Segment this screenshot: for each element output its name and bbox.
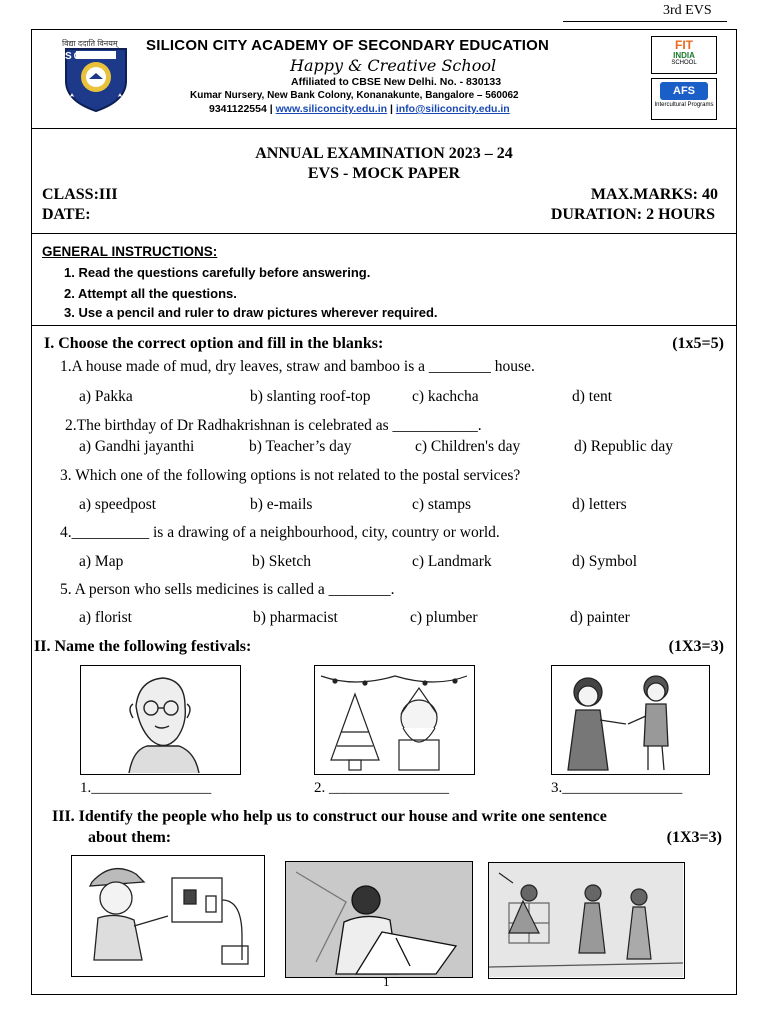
option: d) painter <box>570 609 630 626</box>
section1-heading: I. Choose the correct option and fill in the blanks: <box>44 335 384 352</box>
afs-logo: AFS Intercultural Programs <box>651 78 717 120</box>
option: b) slanting roof-top <box>250 388 371 405</box>
question-3: 3. Which one of the following options is not related to the postal services? <box>60 467 521 484</box>
title-divider <box>31 233 737 234</box>
section3-heading: III. Identify the people who help us to construct our house and write one sentence <box>52 808 607 825</box>
website-link[interactable]: www.siliconcity.edu.in <box>275 103 388 115</box>
festival-image-rakhi <box>551 665 710 775</box>
instructions-divider <box>31 325 737 326</box>
school-name: SILICON CITY ACADEMY OF SECONDARY EDUCATION <box>146 37 550 54</box>
exam-title: ANNUAL EXAMINATION 2023 – 24 <box>255 145 513 162</box>
section3-heading-cont: about them: <box>88 829 172 846</box>
logo-letters: SCASE <box>65 51 110 62</box>
max-marks: MAX.MARKS: 40 <box>590 186 718 203</box>
section2-heading: II. Name the following festivals: <box>34 638 252 655</box>
answer-blank: 1.________________ <box>80 780 212 796</box>
instruction-item: 2. Attempt all the questions. <box>64 286 237 301</box>
instruction-item: 1. Read the questions carefully before answering. <box>64 265 371 280</box>
option: d) Symbol <box>572 553 638 570</box>
class-label: CLASS:III <box>42 186 118 203</box>
school-tagline: Happy & Creative School <box>290 56 497 75</box>
option: d) tent <box>572 388 613 405</box>
instruction-item: 3. Use a pencil and ruler to draw pictures wherever required. <box>64 305 438 320</box>
header-divider <box>31 128 737 129</box>
question-5: 5. A person who sells medicines is called a ________. <box>60 581 395 598</box>
instructions-heading: GENERAL INSTRUCTIONS: <box>42 244 218 259</box>
fit-india-logo: FIT INDIA SCHOOL <box>651 36 717 74</box>
option: a) florist <box>79 609 132 626</box>
worker-image-architect <box>285 861 473 978</box>
logo-motto: विद्या ददाति विनयम् <box>62 39 118 48</box>
address: Kumar Nursery, New Bank Colony, Konanakunte, Bangalore – 560062 <box>190 90 519 101</box>
option: a) Map <box>79 553 124 570</box>
affiliation: Affiliated to CBSE New Delhi. No. - 830133 <box>291 76 502 88</box>
question-1: 1.A house made of mud, dry leaves, straw and bamboo is a ________ house. <box>60 358 535 375</box>
contact-line: 9341122554 | www.siliconcity.edu.in | info@siliconcity.edu.in <box>209 103 510 115</box>
phone: 9341122554 <box>209 103 267 115</box>
date-label: DATE: <box>42 206 91 223</box>
worker-image-labourers <box>488 862 685 979</box>
page-number: 1 <box>383 974 390 989</box>
option: c) kachcha <box>412 388 479 405</box>
option: a) Gandhi jayanthi <box>79 438 195 455</box>
option: c) Children's day <box>415 438 521 455</box>
option: b) pharmacist <box>253 609 338 626</box>
option: d) letters <box>572 496 627 513</box>
option: b) e-mails <box>250 496 313 513</box>
option: d) Republic day <box>574 438 674 455</box>
worker-image-electrician <box>71 855 265 977</box>
festival-image-gandhi <box>80 665 241 775</box>
question-4: 4.__________ is a drawing of a neighbourhood, city, country or world. <box>60 524 500 541</box>
option: c) Landmark <box>412 553 492 570</box>
email-link[interactable]: info@siliconcity.edu.in <box>395 103 510 115</box>
answer-blank: 3.________________ <box>551 780 683 796</box>
festival-image-christmas <box>314 665 475 775</box>
option: a) speedpost <box>79 496 157 513</box>
exam-subtitle: EVS - MOCK PAPER <box>307 165 461 182</box>
option: c) plumber <box>410 609 478 626</box>
option: a) Pakka <box>79 388 133 405</box>
section2-marks: (1X3=3) <box>668 638 724 655</box>
question-2: 2.The birthday of Dr Radhakrishnan is celebrated as ___________. <box>65 417 482 434</box>
option: b) Teacher’s day <box>249 438 352 455</box>
section3-marks: (1X3=3) <box>666 829 722 846</box>
duration: DURATION: 2 HOURS <box>550 206 715 223</box>
option: b) Sketch <box>252 553 311 570</box>
answer-blank: 2. ________________ <box>314 780 449 796</box>
section1-marks: (1x5=5) <box>672 335 724 352</box>
corner-label: 3rd EVS <box>663 3 712 18</box>
corner-underline <box>563 21 727 22</box>
option: c) stamps <box>412 496 471 513</box>
